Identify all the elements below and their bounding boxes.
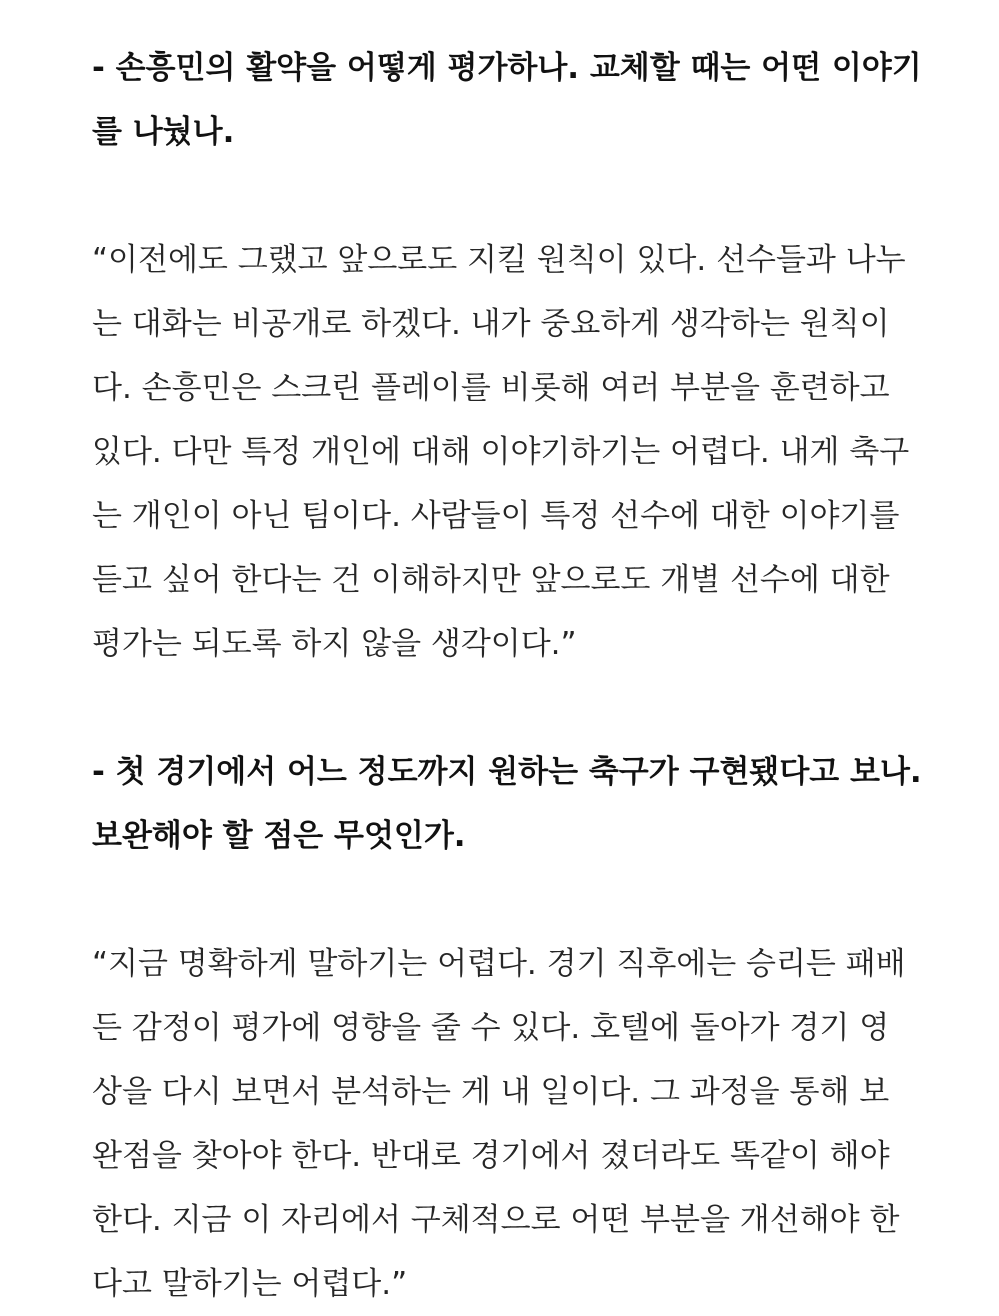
paragraph-gap	[92, 164, 922, 228]
answer-2-line: “지금 명확하게 말하기는 어렵다. 경기 직후에는 승리든 패배	[92, 946, 906, 982]
question-2	[92, 740, 922, 868]
answer-2-line: 다고 말하기는 어렵다.”	[92, 1266, 408, 1302]
answer-1-line: “이전에도 그랬고 앞으로도 지킬 원칙이 있다. 선수들과 나누	[92, 242, 906, 278]
question-2-line: 보완해야 할 점은 무엇인가.	[92, 818, 466, 854]
question-1	[92, 36, 922, 164]
answer-2-line: 상을 다시 보면서 분석하는 게 내 일이다. 그 과정을 통해 보	[92, 1074, 890, 1110]
answer-1-line: 는 개인이 아닌 팀이다. 사람들이 특정 선수에 대한 이야기를	[92, 498, 900, 534]
answer-2	[92, 932, 922, 1316]
answer-2-line: 한다. 지금 이 자리에서 구체적으로 어떤 부분을 개선해야 한	[92, 1202, 900, 1238]
answer-2-line: 완점을 찾아야 한다. 반대로 경기에서 졌더라도 똑같이 해야	[92, 1138, 890, 1174]
question-1-line: 를 나눴나.	[92, 114, 235, 150]
paragraph-gap	[92, 868, 922, 932]
answer-1-line: 평가는 되도록 하지 않을 생각이다.”	[92, 626, 577, 662]
answer-1-line: 있다. 다만 특정 개인에 대해 이야기하기는 어렵다. 내게 축구	[92, 434, 910, 470]
answer-1-line: 듣고 싶어 한다는 건 이해하지만 앞으로도 개별 선수에 대한	[92, 562, 890, 598]
answer-1-line: 는 대화는 비공개로 하겠다. 내가 중요하게 생각하는 원칙이	[92, 306, 890, 342]
article-body	[92, 36, 922, 1316]
answer-1	[92, 228, 922, 676]
question-1-line: - 손흥민의 활약을 어떻게 평가하나. 교체할 때는 어떤 이야기	[92, 50, 922, 86]
answer-2-line: 든 감정이 평가에 영향을 줄 수 있다. 호텔에 돌아가 경기 영	[92, 1010, 890, 1046]
answer-1-line: 다. 손흥민은 스크린 플레이를 비롯해 여러 부분을 훈련하고	[92, 370, 890, 406]
question-2-line: - 첫 경기에서 어느 정도까지 원하는 축구가 구현됐다고 보나.	[92, 754, 922, 790]
paragraph-gap	[92, 676, 922, 740]
